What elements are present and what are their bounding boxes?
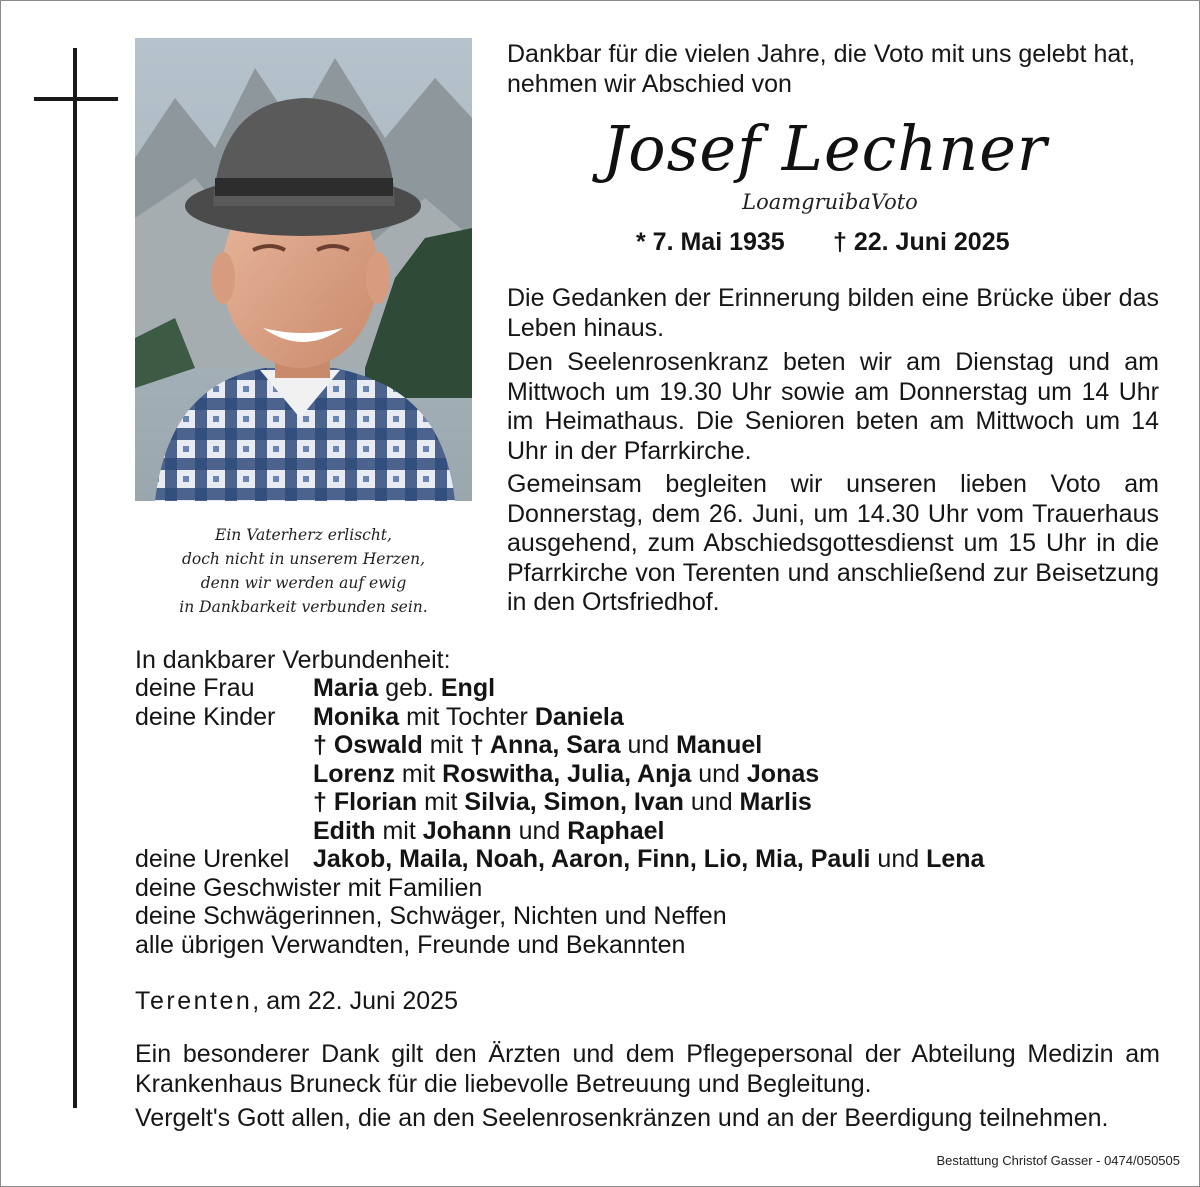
family-relation: deine Kinder: [135, 702, 276, 731]
portrait-photo: [135, 38, 472, 501]
family-members: [313, 788, 812, 817]
family-relation: [135, 817, 313, 846]
family-connector: und: [620, 731, 677, 759]
family-heading: In dankbarer Verbundenheit:: [135, 646, 451, 674]
family-list: [135, 674, 984, 959]
family-connector: mit: [375, 816, 423, 845]
cross-vertical-bar: [73, 48, 77, 1108]
family-row: [135, 788, 984, 817]
family-member-name: Raphael: [567, 816, 665, 845]
funeral-paragraph: Gemeinsam begleiten wir unseren lieben Voto am Donnerstag, dem 26. Juni, um 14.30 Uhr vom Trauerhaus ausgehend, zum Abschiedsgottesdienst um 15 Uhr in die Pfarrkirche von Terenten und anschließend zur Beisetzung in den Ortsfriedhof.: [507, 470, 1159, 616]
cross-horizontal-bar: [34, 97, 118, 101]
family-member-name: Lorenz: [313, 759, 395, 788]
family-members: [313, 674, 495, 703]
rosary-paragraph: Den Seelenrosenkranz beten wir am Dienstag und am Mittwoch um 19.30 Uhr sowie am Donnerstag um 14 Uhr im Heimathaus. Die Senioren beten am Mittwoch um 14 Uhr in der Pfarrkirche.: [507, 348, 1159, 465]
family-member-name: Daniela: [534, 702, 624, 731]
family-member-name: Silvia, Simon, Ivan: [464, 788, 684, 816]
family-members: [313, 845, 984, 874]
family-line: deine Geschwister mit Familien: [135, 873, 483, 902]
deceased-nickname: LoamgruibaVoto: [742, 190, 918, 214]
family-relation: deine Frau: [135, 674, 255, 702]
family-relation: [135, 760, 313, 789]
family-connector: mit: [417, 788, 465, 816]
family-member-name: Roswitha, Julia, Anja: [442, 759, 692, 788]
family-relation: deine Urenkel: [135, 845, 290, 873]
family-line: alle übrigen Verwandten, Freunde und Bekannten: [135, 930, 686, 959]
quote-line: Ein Vaterherz erlischt,: [215, 526, 392, 544]
family-relation: [135, 788, 313, 817]
portrait-illustration: [135, 38, 472, 501]
quote-line: in Dankbarkeit verbunden sein.: [179, 598, 428, 616]
family-member-name: Jakob, Maila, Noah, Aaron, Finn, Lio, Mia, Pauli: [313, 845, 871, 873]
family-connector: mit: [394, 759, 443, 788]
family-member-name: Marlis: [739, 788, 812, 816]
family-row: [135, 845, 984, 874]
family-member-name: † Florian: [313, 788, 418, 816]
deceased-name: Josef Lechner: [602, 112, 1048, 185]
place-name: Terenten: [135, 987, 253, 1015]
birth-date: * 7. Mai 1935: [636, 228, 785, 256]
quote-line: denn wir werden auf ewig: [200, 574, 407, 592]
family-connector: mit Tochter: [399, 702, 535, 731]
family-member-name: Lena: [926, 845, 985, 873]
family-members: [313, 760, 819, 789]
family-row: [135, 731, 984, 760]
family-relation: [135, 731, 313, 760]
thanks-paragraph: Ein besonderer Dank gilt den Ärzten und dem Pflegepersonal der Abteilung Medizin am Krankenhaus Bruneck für die liebevolle Betreuung und Begleitung.: [135, 1040, 1160, 1098]
family-connector: und: [691, 759, 747, 788]
family-connector: und: [683, 788, 740, 816]
quote-line: doch nicht in unserem Herzen,: [181, 550, 426, 568]
family-connector: und: [870, 845, 927, 873]
family-member-name: † Anna, Sara: [469, 731, 621, 759]
family-row: [135, 817, 984, 846]
family-member-name: Jonas: [746, 759, 820, 788]
funeral-home-credit: Bestattung Christof Gasser - 0474/050505: [936, 1153, 1180, 1168]
family-connector: und: [511, 816, 568, 845]
family-row: [135, 703, 984, 732]
family-row: [135, 760, 984, 789]
memory-paragraph: Die Gedanken der Erinnerung bilden eine Brücke über das Leben hinaus.: [507, 284, 1159, 342]
intro-text: Dankbar für die vielen Jahre, die Voto mit uns gelebt hat, nehmen wir Abschied von: [507, 40, 1136, 98]
family-member-name: Maria: [313, 674, 379, 702]
family-member-name: Engl: [440, 674, 496, 702]
family-line: deine Schwägerinnen, Schwäger, Nichten und Neffen: [135, 902, 727, 930]
family-member-name: Monika: [313, 702, 400, 731]
date-text: , am 22. Juni 2025: [252, 987, 458, 1015]
family-members: [313, 703, 624, 732]
family-row: [135, 674, 984, 703]
gratitude-paragraph: Vergelt's Gott allen, die an den Seelenrosenkränzen und an der Beerdigung teilnehmen.: [135, 1104, 1109, 1132]
death-date: † 22. Juni 2025: [833, 228, 1010, 256]
family-member-name: Manuel: [676, 731, 763, 759]
family-connector: geb.: [378, 674, 441, 702]
family-member-name: Johann: [422, 816, 512, 845]
place-date-line: [135, 987, 458, 1017]
family-member-name: † Oswald: [313, 731, 423, 759]
family-member-name: Edith: [313, 816, 376, 845]
family-members: [313, 731, 762, 760]
family-members: [313, 817, 665, 846]
memorial-quote: [135, 523, 472, 619]
family-connector: mit: [422, 731, 470, 759]
